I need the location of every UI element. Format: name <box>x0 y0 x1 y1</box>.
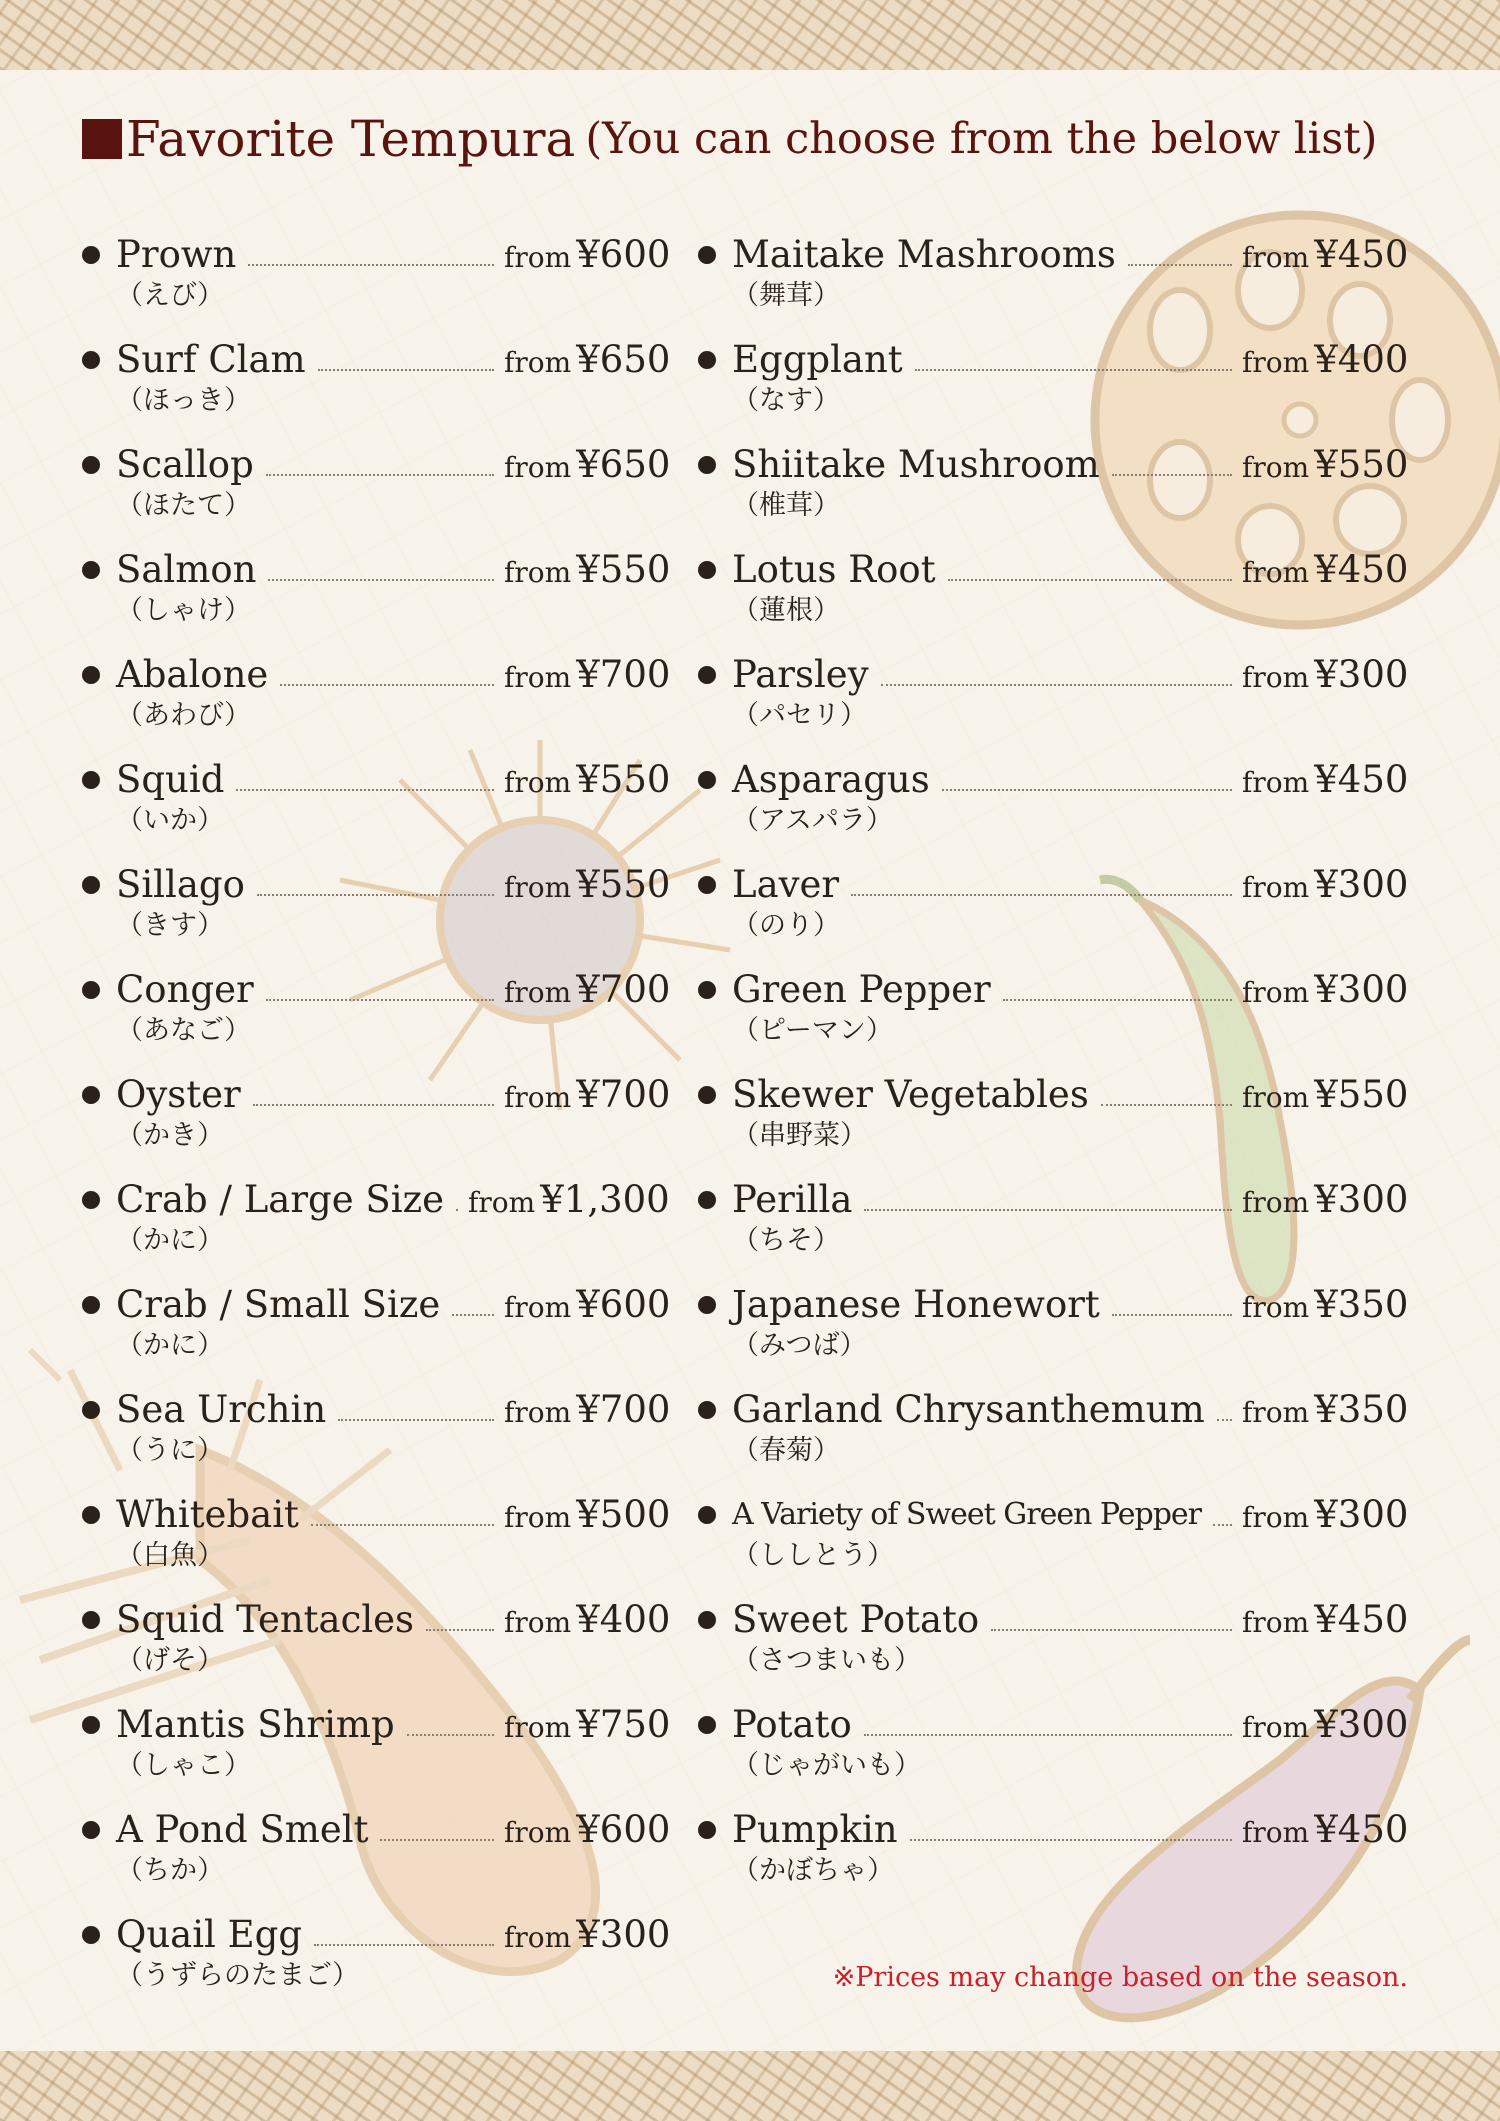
item-japanese-name: （蓮根） <box>732 595 840 626</box>
item-japanese-name: （椎茸） <box>732 490 840 521</box>
item-japanese-name: （かに） <box>116 1225 224 1256</box>
item-price <box>1242 1175 1408 1232</box>
price-amount: ¥700 <box>576 653 671 696</box>
item-japanese-name: （白魚） <box>116 1540 224 1571</box>
item-price <box>504 1280 670 1337</box>
item-japanese-name: （ほっき） <box>116 385 251 416</box>
item-name: Squid Tentacles <box>116 1598 415 1641</box>
bullet-icon <box>698 1506 716 1524</box>
item-name: Scallop <box>116 443 254 486</box>
item-japanese-name: （じゃがいも） <box>732 1750 921 1781</box>
item-name: Pumpkin <box>732 1808 898 1851</box>
item-price <box>1242 440 1408 497</box>
dotted-leader <box>910 1839 1232 1841</box>
bullet-icon <box>82 1086 100 1104</box>
bullet-icon <box>698 1401 716 1419</box>
menu-item <box>698 860 1408 950</box>
price-from-label: from <box>1242 766 1310 799</box>
dotted-leader <box>380 1839 494 1841</box>
price-amount: ¥450 <box>1314 1808 1409 1851</box>
dotted-leader <box>1128 264 1232 266</box>
item-price <box>504 230 670 287</box>
price-amount: ¥450 <box>1314 1598 1409 1641</box>
bullet-icon <box>698 666 716 684</box>
menu-item <box>698 545 1408 635</box>
item-price <box>468 1175 670 1232</box>
bullet-icon <box>82 981 100 999</box>
item-price <box>1242 1070 1408 1127</box>
item-price <box>1242 650 1408 707</box>
item-name: Skewer Vegetables <box>732 1073 1089 1116</box>
item-price <box>1242 335 1408 392</box>
item-price <box>504 1490 670 1547</box>
price-amount: ¥550 <box>576 863 671 906</box>
menu-item <box>698 230 1408 320</box>
item-price <box>504 1700 670 1757</box>
item-japanese-name: （あわび） <box>116 700 251 731</box>
dotted-leader <box>257 894 494 896</box>
item-name: Sea Urchin <box>116 1388 327 1431</box>
item-name: Green Pepper <box>732 968 991 1011</box>
price-from-label: from <box>504 1921 572 1954</box>
menu-item <box>698 440 1408 530</box>
item-price <box>1242 1385 1408 1442</box>
price-amount: ¥300 <box>1314 1493 1409 1536</box>
dotted-leader <box>268 579 494 581</box>
price-from-label: from <box>1242 1291 1310 1324</box>
item-japanese-name: （うに） <box>116 1435 224 1466</box>
bullet-icon <box>698 1716 716 1734</box>
price-from-label: from <box>1242 871 1310 904</box>
item-price <box>504 440 670 497</box>
item-name: Salmon <box>116 548 257 591</box>
price-from-label: from <box>1242 346 1310 379</box>
title-main: Favorite Tempura <box>126 110 576 168</box>
price-amount: ¥600 <box>576 1283 671 1326</box>
menu-item <box>698 1175 1408 1265</box>
price-amount: ¥400 <box>1314 338 1409 381</box>
menu-item <box>82 1175 670 1265</box>
bullet-icon <box>82 1506 100 1524</box>
item-name: Oyster <box>116 1073 241 1116</box>
item-japanese-name: （ししとう） <box>732 1540 894 1571</box>
item-japanese-name: （えび） <box>116 280 224 311</box>
price-from-label: from <box>504 346 572 379</box>
item-japanese-name: （あなご） <box>116 1015 251 1046</box>
price-from-label: from <box>1242 1606 1310 1639</box>
price-from-label: from <box>1242 241 1310 274</box>
item-name: A Variety of Sweet Green Pepper <box>732 1497 1202 1532</box>
item-japanese-name: （ピーマン） <box>732 1015 893 1046</box>
menu-item <box>82 1595 670 1685</box>
dotted-leader <box>236 789 494 791</box>
dotted-leader <box>864 1209 1232 1211</box>
bullet-icon <box>698 1191 716 1209</box>
price-amount: ¥700 <box>576 968 671 1011</box>
bullet-icon <box>698 561 716 579</box>
bullet-icon <box>82 876 100 894</box>
dotted-leader <box>851 894 1232 896</box>
item-name: Shiitake Mushroom <box>732 443 1100 486</box>
price-from-label: from <box>1242 451 1310 484</box>
price-from-label: from <box>504 241 572 274</box>
price-from-label: from <box>1242 976 1310 1009</box>
item-price <box>1242 1805 1408 1862</box>
item-japanese-name: （かに） <box>116 1330 224 1361</box>
menu-item <box>82 860 670 950</box>
item-name: Crab / Large Size <box>116 1178 444 1221</box>
bullet-icon <box>698 246 716 264</box>
price-amount: ¥350 <box>1314 1388 1409 1431</box>
item-price <box>504 335 670 392</box>
price-amount: ¥300 <box>1314 653 1409 696</box>
item-price <box>1242 1700 1408 1757</box>
price-amount: ¥350 <box>1314 1283 1409 1326</box>
menu-item <box>698 335 1408 425</box>
price-from-label: from <box>1242 1816 1310 1849</box>
bullet-icon <box>82 246 100 264</box>
item-name: Prown <box>116 233 237 276</box>
price-from-label: from <box>504 1501 572 1534</box>
menu-item <box>82 1070 670 1160</box>
price-from-label: from <box>1242 1501 1310 1534</box>
price-amount: ¥300 <box>1314 863 1409 906</box>
item-japanese-name: （みつば） <box>732 1330 867 1361</box>
item-price <box>504 545 670 602</box>
item-japanese-name: （げそ） <box>116 1645 224 1676</box>
dotted-leader <box>991 1629 1232 1631</box>
item-japanese-name: （パセリ） <box>732 700 867 731</box>
item-japanese-name: （ちそ） <box>732 1225 840 1256</box>
menu-item <box>698 1490 1408 1580</box>
bullet-icon <box>698 1086 716 1104</box>
item-name: Mantis Shrimp <box>116 1703 395 1746</box>
bullet-icon <box>698 456 716 474</box>
item-price <box>504 1910 670 1967</box>
dotted-leader <box>948 579 1232 581</box>
dotted-leader <box>942 789 1232 791</box>
item-name: Potato <box>732 1703 852 1746</box>
menu-item <box>82 440 670 530</box>
price-amount: ¥650 <box>576 338 671 381</box>
price-amount: ¥550 <box>576 548 671 591</box>
item-japanese-name: （舞茸） <box>732 280 840 311</box>
item-japanese-name: （なす） <box>732 385 840 416</box>
price-from-label: from <box>504 1291 572 1324</box>
item-name: Quail Egg <box>116 1913 303 1956</box>
dotted-leader <box>881 684 1232 686</box>
item-price <box>504 965 670 1022</box>
title-subtitle: (You can choose from the below list) <box>585 114 1378 164</box>
item-price <box>504 1595 670 1652</box>
dotted-leader <box>266 474 494 476</box>
menu-item <box>698 1280 1408 1370</box>
bullet-icon <box>82 1716 100 1734</box>
item-name: Lotus Root <box>732 548 936 591</box>
dotted-leader <box>253 1104 494 1106</box>
item-name: Asparagus <box>732 758 930 801</box>
item-japanese-name: （ほたて） <box>116 490 251 521</box>
dotted-leader <box>1101 1104 1232 1106</box>
menu-item <box>82 335 670 425</box>
dotted-leader <box>1112 474 1232 476</box>
item-name: Maitake Mashrooms <box>732 233 1116 276</box>
item-name: Sweet Potato <box>732 1598 980 1641</box>
item-japanese-name: （さつまいも） <box>732 1645 921 1676</box>
item-price <box>504 1805 670 1862</box>
price-amount: ¥1,300 <box>540 1178 670 1221</box>
bullet-icon <box>82 561 100 579</box>
dotted-leader <box>1112 1314 1232 1316</box>
item-price <box>1242 860 1408 917</box>
price-amount: ¥550 <box>1314 443 1409 486</box>
price-from-label: from <box>504 1816 572 1849</box>
menu-item <box>82 650 670 740</box>
menu-item <box>698 965 1408 1055</box>
bullet-icon <box>82 1926 100 1944</box>
dotted-leader <box>1217 1419 1232 1421</box>
item-name: Perilla <box>732 1178 853 1221</box>
item-name: Sillago <box>116 863 245 906</box>
item-name: Crab / Small Size <box>116 1283 441 1326</box>
bullet-icon <box>82 1296 100 1314</box>
price-from-label: from <box>504 1081 572 1114</box>
bullet-icon <box>698 1821 716 1839</box>
price-amount: ¥600 <box>576 233 671 276</box>
price-note: ※Prices may change based on the season. <box>832 1962 1408 1993</box>
price-amount: ¥450 <box>1314 758 1409 801</box>
price-amount: ¥700 <box>576 1073 671 1116</box>
price-from-label: from <box>504 1711 572 1744</box>
price-amount: ¥650 <box>576 443 671 486</box>
menu-item <box>698 1700 1408 1790</box>
item-japanese-name: （しゃけ） <box>116 595 251 626</box>
price-from-label: from <box>1242 661 1310 694</box>
item-name: Parsley <box>732 653 869 696</box>
item-japanese-name: （しゃこ） <box>116 1750 251 1781</box>
menu-item <box>698 1595 1408 1685</box>
bullet-icon <box>82 456 100 474</box>
item-price <box>504 860 670 917</box>
dotted-leader <box>407 1734 494 1736</box>
bullet-icon <box>698 351 716 369</box>
price-from-label: from <box>1242 1081 1310 1114</box>
price-amount: ¥450 <box>1314 548 1409 591</box>
item-price <box>1242 1280 1408 1337</box>
item-name: A Pond Smelt <box>116 1808 369 1851</box>
menu-item <box>82 1700 670 1790</box>
item-name: Laver <box>732 863 840 906</box>
menu-item <box>698 1805 1408 1895</box>
bullet-icon <box>82 351 100 369</box>
price-from-label: from <box>504 766 572 799</box>
item-price <box>1242 545 1408 602</box>
item-price <box>1242 1595 1408 1652</box>
price-amount: ¥500 <box>576 1493 671 1536</box>
item-japanese-name: （いか） <box>116 805 224 836</box>
price-amount: ¥400 <box>576 1598 671 1641</box>
item-price <box>1242 230 1408 287</box>
title-square-icon <box>82 119 122 159</box>
item-name: Surf Clam <box>116 338 306 381</box>
item-japanese-name: （串野菜） <box>732 1120 867 1151</box>
bullet-icon <box>698 876 716 894</box>
price-from-label: from <box>1242 1186 1310 1219</box>
item-name: Eggplant <box>732 338 903 381</box>
price-from-label: from <box>504 451 572 484</box>
price-amount: ¥450 <box>1314 233 1409 276</box>
price-from-label: from <box>504 661 572 694</box>
item-japanese-name: （かき） <box>116 1120 224 1151</box>
bullet-icon <box>698 1296 716 1314</box>
bullet-icon <box>82 666 100 684</box>
item-name: Japanese Honewort <box>732 1283 1100 1326</box>
price-from-label: from <box>504 1396 572 1429</box>
price-amount: ¥750 <box>576 1703 671 1746</box>
item-japanese-name: （かぼちゃ） <box>732 1855 894 1886</box>
menu-item <box>698 755 1408 845</box>
item-japanese-name: （春菊） <box>732 1435 840 1466</box>
dotted-leader <box>1003 999 1232 1001</box>
price-from-label: from <box>504 1606 572 1639</box>
dotted-leader <box>311 1524 494 1526</box>
item-japanese-name: （ちか） <box>116 1855 224 1886</box>
dotted-leader <box>266 999 494 1001</box>
price-amount: ¥300 <box>1314 1703 1409 1746</box>
bottom-pattern-band <box>0 2051 1500 2121</box>
menu-item <box>82 755 670 845</box>
price-amount: ¥600 <box>576 1808 671 1851</box>
item-japanese-name: （うずらのたまご） <box>116 1960 359 1991</box>
menu-item <box>82 965 670 1055</box>
price-amount: ¥300 <box>1314 1178 1409 1221</box>
item-name: Whitebait <box>116 1493 299 1536</box>
item-name: Garland Chrysanthemum <box>732 1388 1205 1431</box>
dotted-leader <box>314 1944 494 1946</box>
item-price <box>1242 965 1408 1022</box>
bullet-icon <box>82 1821 100 1839</box>
menu-item <box>82 1910 670 2000</box>
price-amount: ¥550 <box>1314 1073 1409 1116</box>
bullet-icon <box>82 1191 100 1209</box>
menu-item <box>82 1490 670 1580</box>
item-name: Conger <box>116 968 254 1011</box>
price-amount: ¥700 <box>576 1388 671 1431</box>
bullet-icon <box>698 1611 716 1629</box>
price-from-label: from <box>1242 556 1310 589</box>
price-from-label: from <box>504 976 572 1009</box>
price-from-label: from <box>504 871 572 904</box>
menu-item <box>698 650 1408 740</box>
menu-item <box>82 1280 670 1370</box>
item-name: Abalone <box>116 653 269 696</box>
price-amount: ¥300 <box>576 1913 671 1956</box>
dotted-leader <box>338 1419 494 1421</box>
item-price <box>504 650 670 707</box>
price-from-label: from <box>504 556 572 589</box>
price-from-label: from <box>468 1186 536 1219</box>
dotted-leader <box>318 369 494 371</box>
bullet-icon <box>698 981 716 999</box>
price-amount: ¥300 <box>1314 968 1409 1011</box>
bullet-icon <box>82 771 100 789</box>
item-price <box>1242 755 1408 812</box>
price-from-label: from <box>1242 1396 1310 1429</box>
bullet-icon <box>82 1611 100 1629</box>
page-title <box>82 106 1377 172</box>
dotted-leader <box>1213 1524 1232 1526</box>
item-japanese-name: （きす） <box>116 910 224 941</box>
item-price <box>504 1385 670 1442</box>
dotted-leader <box>915 369 1232 371</box>
menu-item <box>698 1385 1408 1475</box>
dotted-leader <box>248 264 494 266</box>
price-amount: ¥550 <box>576 758 671 801</box>
price-from-label: from <box>1242 1711 1310 1744</box>
menu-item <box>82 230 670 320</box>
dotted-leader <box>864 1734 1232 1736</box>
item-name: Squid <box>116 758 225 801</box>
item-japanese-name: （アスパラ） <box>732 805 893 836</box>
item-price <box>1242 1490 1408 1547</box>
menu-item <box>698 1070 1408 1160</box>
menu-item <box>82 545 670 635</box>
dotted-leader <box>452 1314 494 1316</box>
dotted-leader <box>426 1629 494 1631</box>
menu-item <box>82 1805 670 1895</box>
item-japanese-name: （のり） <box>732 910 840 941</box>
item-price <box>504 1070 670 1127</box>
dotted-leader <box>280 684 494 686</box>
menu-item <box>82 1385 670 1475</box>
item-price <box>504 755 670 812</box>
dotted-leader <box>456 1209 458 1211</box>
bullet-icon <box>698 771 716 789</box>
bullet-icon <box>82 1401 100 1419</box>
